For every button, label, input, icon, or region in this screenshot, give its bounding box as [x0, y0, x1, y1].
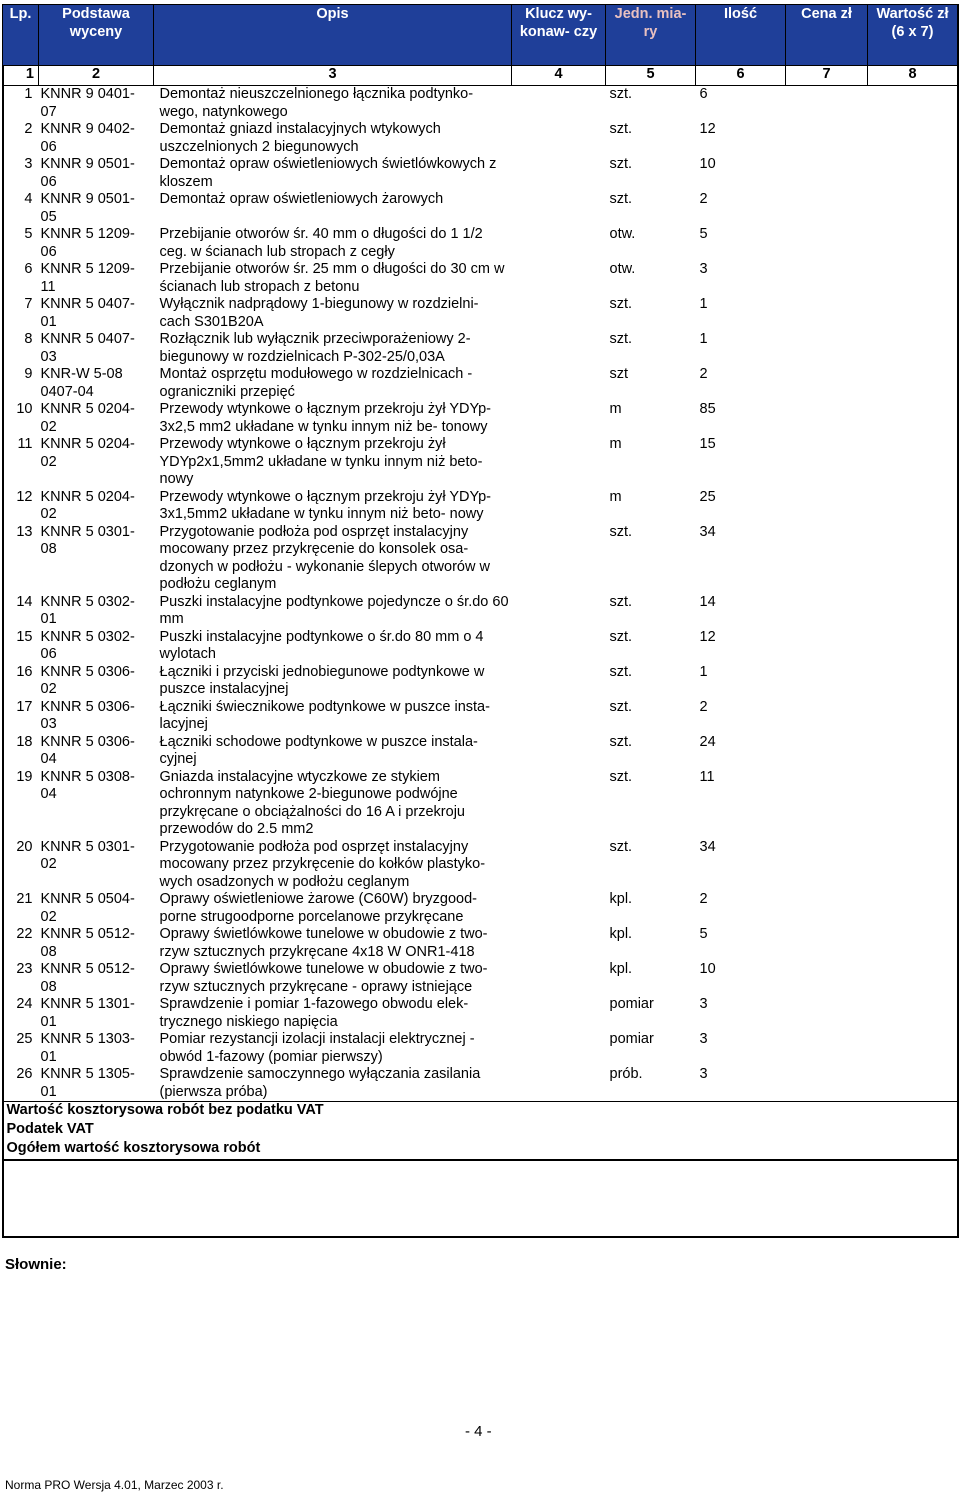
summary-total: Ogółem wartość kosztorysowa robót [3, 1140, 958, 1160]
item-description: Wyłącznik nadprądowy 1-biegunowy w rozdzielni- cach S301B20A [159, 296, 479, 330]
item-description: Przewody wtynkowe o łącznym przekroju żył YDYp2x1,5mm2 układane w tynku innym niż beto- nowy [159, 436, 483, 487]
item-lp: 22 [16, 926, 33, 942]
item-value [868, 436, 958, 489]
item-price [786, 664, 868, 699]
item-description: Przebijanie otworów śr. 25 mm o długości do 30 cm w ścianach lub stropach z betonu [159, 261, 505, 295]
item-price [786, 261, 868, 296]
item-lp: 10 [16, 401, 33, 417]
item-value [868, 156, 958, 191]
item-lp: 26 [3, 1066, 39, 1102]
table-row [3, 996, 958, 1031]
item-quantity: 12 [699, 628, 716, 645]
item-description: Demontaż opraw oświetleniowych żarowych [159, 191, 444, 207]
col-number: 7 [786, 66, 868, 86]
item-klucz [512, 926, 606, 961]
item-quantity: 12 [699, 121, 716, 137]
item-value [868, 401, 958, 436]
item-quantity: 14 [699, 593, 716, 610]
table-row [3, 401, 958, 436]
item-lp: 16 [16, 663, 33, 680]
item-unit: szt. [609, 86, 633, 102]
item-klucz [512, 699, 606, 734]
table-row [3, 296, 958, 331]
item-quantity: 15 [699, 436, 716, 452]
item-quantity: 3 [699, 996, 708, 1012]
item-quantity: 5 [699, 926, 708, 942]
item-lp: 20 [16, 838, 33, 855]
item-basis: KNNR 5 0204- 02 [40, 436, 135, 470]
item-basis: KNNR 5 0512- 08 [40, 961, 135, 995]
item-price [786, 489, 868, 524]
item-lp: 12 [16, 488, 33, 505]
item-klucz [512, 891, 606, 926]
header-opis: Opis [154, 5, 512, 66]
item-value [868, 996, 958, 1031]
table-row [3, 891, 958, 926]
item-description: Przewody wtynkowe o łącznym przekroju żył YDYp-3x2,5 mm2 układane w tynku innym niż be- tonowy [159, 401, 491, 435]
item-lp: 11 [17, 436, 33, 452]
table-row [3, 1066, 958, 1102]
item-basis: KNNR 5 0407- 03 [40, 331, 135, 365]
item-price [786, 331, 868, 366]
item-klucz [512, 331, 606, 366]
item-description: Przewody wtynkowe o łącznym przekroju żył YDYp-3x1,5mm2 układane w tynku innym niż beto- nowy [159, 488, 491, 522]
item-quantity: 3 [696, 1066, 786, 1102]
item-unit: szt. [609, 663, 633, 680]
item-value [868, 86, 958, 122]
item-description: Demontaż gniazd instalacyjnych wtykowych uszczelnionych 2 biegunowych [159, 121, 441, 155]
item-value [868, 699, 958, 734]
item-lp: 2 [24, 121, 33, 137]
item-klucz [512, 86, 606, 122]
item-unit: szt. [609, 156, 633, 172]
item-value [868, 121, 958, 156]
item-value [868, 961, 958, 996]
item-description: Puszki instalacyjne podtynkowe pojedyncze o śr.do 60 mm [159, 593, 509, 627]
item-price [786, 769, 868, 839]
item-basis: KNNR 5 1301- 01 [40, 996, 135, 1030]
item-basis: KNNR 5 0302- 06 [40, 628, 135, 662]
item-lp: 3 [24, 156, 33, 172]
item-price [786, 996, 868, 1031]
item-quantity: 3 [699, 261, 708, 277]
table-row [3, 926, 958, 961]
item-value [868, 839, 958, 892]
item-price [786, 191, 868, 226]
item-basis: KNNR 5 0407- 01 [40, 296, 135, 330]
table-row [3, 1031, 958, 1066]
item-lp: 14 [16, 593, 33, 610]
item-unit: szt. [609, 331, 633, 347]
col-number: 2 [39, 66, 154, 86]
item-description: Montaż osprzętu modułowego w rozdzielnicach - ograniczniki przepięć [159, 366, 473, 400]
item-unit: szt. [609, 768, 633, 785]
item-price [786, 86, 868, 122]
table-row [3, 489, 958, 524]
item-price [786, 734, 868, 769]
item-klucz [512, 261, 606, 296]
item-klucz [512, 1066, 606, 1102]
col-number: 1 [3, 66, 39, 86]
item-basis: KNNR 5 0306- 04 [40, 733, 135, 767]
item-klucz [512, 629, 606, 664]
item-basis: KNR-W 5-08 0407-04 [40, 366, 123, 400]
item-klucz [512, 156, 606, 191]
item-value [868, 524, 958, 594]
item-lp: 25 [16, 1031, 33, 1047]
table-row [3, 524, 958, 594]
summary-row [3, 1140, 958, 1160]
item-quantity: 1 [699, 663, 708, 680]
item-description: Demontaż nieuszczelnionego łącznika podtynko- wego, natynkowego [159, 86, 474, 120]
header-ilosc: Ilość [696, 5, 786, 66]
item-value [868, 489, 958, 524]
item-basis: KNNR 5 1303- 01 [40, 1031, 135, 1065]
table-row [3, 436, 958, 489]
item-basis: KNNR 5 0204- 02 [40, 401, 135, 435]
item-klucz [512, 401, 606, 436]
item-klucz [512, 594, 606, 629]
col-number: 6 [696, 66, 786, 86]
item-price [786, 1031, 868, 1066]
header-jedn: Jedn. mia- ry [606, 5, 696, 66]
item-basis: KNNR 9 0401- 07 [40, 86, 135, 120]
col-number: 8 [868, 66, 958, 86]
item-lp: 24 [16, 996, 33, 1012]
item-value [868, 191, 958, 226]
table-row [3, 331, 958, 366]
item-description: Przygotowanie podłoża pod osprzęt instalacyjny mocowany przez przykręcenie do konsolek osa- dzonych w podłożu - wykonanie ślepych otworów w podłożu ceglanym [159, 523, 490, 592]
page-number: - 4 - [465, 1423, 492, 1440]
summary-value-no-vat: Wartość kosztorysowa robót bez podatku VAT [6, 1102, 324, 1118]
item-unit: szt. [609, 523, 633, 540]
item-basis: KNNR 5 0512- 08 [40, 926, 135, 960]
item-basis: KNNR 5 0302- 01 [40, 593, 135, 627]
item-lp: 15 [16, 628, 33, 645]
table-row [3, 961, 958, 996]
table-row [3, 191, 958, 226]
item-klucz [512, 296, 606, 331]
item-quantity: 34 [699, 523, 716, 540]
item-quantity: 2 [699, 891, 708, 907]
item-klucz [512, 489, 606, 524]
item-price [786, 1066, 868, 1102]
item-lp: 7 [24, 296, 33, 312]
item-basis: KNNR 5 0301- 02 [40, 838, 135, 872]
table-row [3, 261, 958, 296]
item-price [786, 296, 868, 331]
item-basis: KNNR 5 0504- 02 [40, 891, 135, 925]
item-unit: szt [609, 366, 629, 382]
item-klucz [512, 839, 606, 892]
item-description: Łączniki i przyciski jednobiegunowe podtynkowe w puszce instalacyjnej [159, 663, 485, 697]
item-price [786, 401, 868, 436]
summary-vat: Podatek VAT [6, 1121, 94, 1137]
item-klucz [512, 769, 606, 839]
column-number-row [3, 66, 958, 86]
item-price [786, 156, 868, 191]
item-price [786, 226, 868, 261]
item-unit: szt. [609, 838, 633, 855]
item-basis: KNNR 5 0308- 04 [40, 768, 135, 802]
item-description: Przygotowanie podłoża pod osprzęt instalacyjny mocowany przez przykręcenie do kołków plastyko- wych osadzonych w podłożu ceglanym [159, 838, 486, 890]
table-row [3, 86, 958, 122]
item-unit: otw. [609, 226, 636, 242]
item-description: Przebijanie otworów śr. 40 mm o długości do 1 1/2 ceg. w ścianach lub stropach z cegły [159, 226, 483, 260]
item-unit: pomiar [609, 1031, 654, 1047]
item-value [868, 769, 958, 839]
item-unit: szt. [609, 733, 633, 750]
item-lp: 21 [16, 891, 33, 907]
table-row [3, 839, 958, 892]
item-description: Sprawdzenie samoczynnego wyłączania zasilania (pierwsza próba) [154, 1066, 512, 1102]
item-price [786, 961, 868, 996]
item-lp: 9 [24, 366, 33, 382]
item-basis: KNNR 5 0301- 08 [40, 523, 135, 557]
item-description: Oprawy oświetleniowe żarowe (C60W) bryzgood- porne strugoodporne porcelanowe przykręcane [159, 891, 478, 925]
item-quantity: 25 [699, 488, 716, 505]
item-unit: prób. [606, 1066, 696, 1102]
item-lp: 5 [24, 226, 33, 242]
item-klucz [512, 226, 606, 261]
item-value [868, 594, 958, 629]
item-unit: otw. [609, 261, 636, 277]
item-description: Sprawdzenie i pomiar 1-fazowego obwodu elek- trycznego niskiego napięcia [159, 996, 469, 1030]
item-value [868, 664, 958, 699]
item-price [786, 594, 868, 629]
header-klucz: Klucz wy- konaw- czy [512, 5, 606, 66]
table-row [3, 366, 958, 401]
item-basis: KNNR 5 0306- 03 [40, 698, 135, 732]
item-unit: szt. [609, 296, 633, 312]
item-quantity: 10 [699, 156, 716, 172]
table-row [3, 594, 958, 629]
item-unit: kpl. [609, 891, 633, 907]
item-basis: KNNR 5 0306- 02 [40, 663, 135, 697]
items-body [3, 86, 958, 1102]
table-row [3, 156, 958, 191]
item-quantity: 24 [699, 733, 716, 750]
item-price [786, 926, 868, 961]
col-number: 3 [154, 66, 512, 86]
item-basis: KNNR 5 1209- 06 [40, 226, 135, 260]
item-quantity: 34 [699, 838, 716, 855]
item-price [786, 121, 868, 156]
item-basis: KNNR 9 0501- 05 [40, 191, 135, 225]
table-row [3, 734, 958, 769]
item-unit: szt. [609, 191, 633, 207]
item-klucz [512, 436, 606, 489]
item-value [868, 891, 958, 926]
item-quantity: 1 [699, 296, 708, 312]
summary-row [3, 1121, 958, 1140]
table-row [3, 629, 958, 664]
header-lp: Lp. [3, 5, 39, 66]
item-klucz [512, 961, 606, 996]
item-unit: szt. [609, 628, 633, 645]
item-value [868, 734, 958, 769]
item-unit: szt. [609, 593, 633, 610]
item-klucz [512, 664, 606, 699]
table-row [3, 121, 958, 156]
item-value [868, 926, 958, 961]
software-footer: Norma PRO Wersja 4.01, Marzec 2003 r. [5, 1478, 224, 1492]
item-price [786, 699, 868, 734]
item-basis: KNNR 5 1305- 01 [39, 1066, 154, 1102]
item-value [868, 629, 958, 664]
item-unit: pomiar [609, 996, 654, 1012]
item-quantity: 2 [699, 191, 708, 207]
item-unit: szt. [609, 698, 633, 715]
item-klucz [512, 121, 606, 156]
item-description: Oprawy świetlówkowe tunelowe w obudowie z two- rzyw sztucznych przykręcane 4x18 W ONR1-418 [159, 926, 488, 960]
item-description: Pomiar rezystancji izolacji instalacji elektrycznej - obwód 1-fazowy (pomiar pierwszy) [159, 1031, 475, 1065]
header-podstawa: Podstawa wyceny [39, 5, 154, 66]
item-value [868, 331, 958, 366]
item-description: Oprawy świetlówkowe tunelowe w obudowie z two- rzyw sztucznych przykręcane - oprawy istniejące [159, 961, 488, 995]
col-number: 5 [606, 66, 696, 86]
item-quantity: 5 [699, 226, 708, 242]
item-basis: KNNR 5 0204- 02 [40, 488, 135, 522]
item-description: Rozłącznik lub wyłącznik przeciwporażeniowy 2- biegunowy w rozdzielnicach P-302-25/0,03A [159, 331, 471, 365]
item-quantity: 1 [699, 331, 708, 347]
slownie-label: Słownie: [5, 1256, 67, 1273]
cost-estimate-table [2, 4, 958, 1161]
item-quantity: 2 [699, 366, 708, 382]
item-lp: 23 [16, 961, 33, 977]
item-lp: 17 [16, 698, 33, 715]
item-klucz [512, 1031, 606, 1066]
item-lp: 4 [24, 191, 33, 207]
item-quantity: 11 [699, 768, 715, 785]
item-unit: kpl. [609, 961, 633, 977]
item-value [868, 1031, 958, 1066]
table-row [3, 699, 958, 734]
item-value [868, 226, 958, 261]
item-lp: 13 [16, 523, 33, 540]
item-unit: m [609, 401, 622, 417]
item-klucz [512, 524, 606, 594]
item-lp: 1 [24, 86, 33, 102]
item-quantity: 6 [699, 86, 708, 102]
item-description: Puszki instalacyjne podtynkowe o śr.do 80 mm o 4 wylotach [159, 628, 484, 662]
item-unit: m [609, 488, 622, 505]
item-klucz [512, 191, 606, 226]
item-description: Gniazda instalacyjne wtyczkowe ze stykiem ochronnym natynkowe 2-biegunowe podwójne przykręcane o obciążalności do 16 A i przekroju przewodów do 2.5 mm2 [159, 768, 465, 837]
item-price [786, 436, 868, 489]
item-price [786, 524, 868, 594]
item-klucz [512, 996, 606, 1031]
item-basis: KNNR 5 1209- 11 [40, 261, 135, 295]
table-row [3, 769, 958, 839]
item-quantity: 2 [699, 698, 708, 715]
item-lp: 8 [24, 331, 33, 347]
col-number: 4 [512, 66, 606, 86]
item-description: Łączniki schodowe podtynkowe w puszce instala- cyjnej [159, 733, 478, 767]
item-quantity: 10 [699, 961, 716, 977]
header-row [3, 5, 958, 66]
table-row [3, 664, 958, 699]
item-unit: kpl. [609, 926, 633, 942]
item-price [786, 629, 868, 664]
item-lp: 6 [24, 261, 33, 277]
item-basis: KNNR 9 0501- 06 [40, 156, 135, 190]
table-row [3, 226, 958, 261]
item-lp: 19 [16, 768, 33, 785]
item-value [868, 261, 958, 296]
item-klucz [512, 366, 606, 401]
item-unit: szt. [609, 121, 633, 137]
item-price [786, 839, 868, 892]
header-wartosc: Wartość zł (6 x 7) [868, 5, 958, 66]
item-description: Demontaż opraw oświetleniowych świetlówkowych z kloszem [159, 156, 497, 190]
item-price [786, 891, 868, 926]
item-price [786, 366, 868, 401]
item-basis: KNNR 9 0402- 06 [40, 121, 135, 155]
item-value [868, 366, 958, 401]
summary-row [3, 1102, 958, 1122]
item-klucz [512, 734, 606, 769]
item-lp: 18 [16, 733, 33, 750]
item-value [868, 296, 958, 331]
item-description: Łączniki świecznikowe podtynkowe w puszce insta- lacyjnej [159, 698, 490, 732]
item-unit: m [609, 436, 622, 452]
header-cena: Cena zł [786, 5, 868, 66]
item-quantity: 3 [699, 1031, 708, 1047]
item-value [868, 1066, 958, 1102]
item-quantity: 85 [699, 401, 716, 417]
